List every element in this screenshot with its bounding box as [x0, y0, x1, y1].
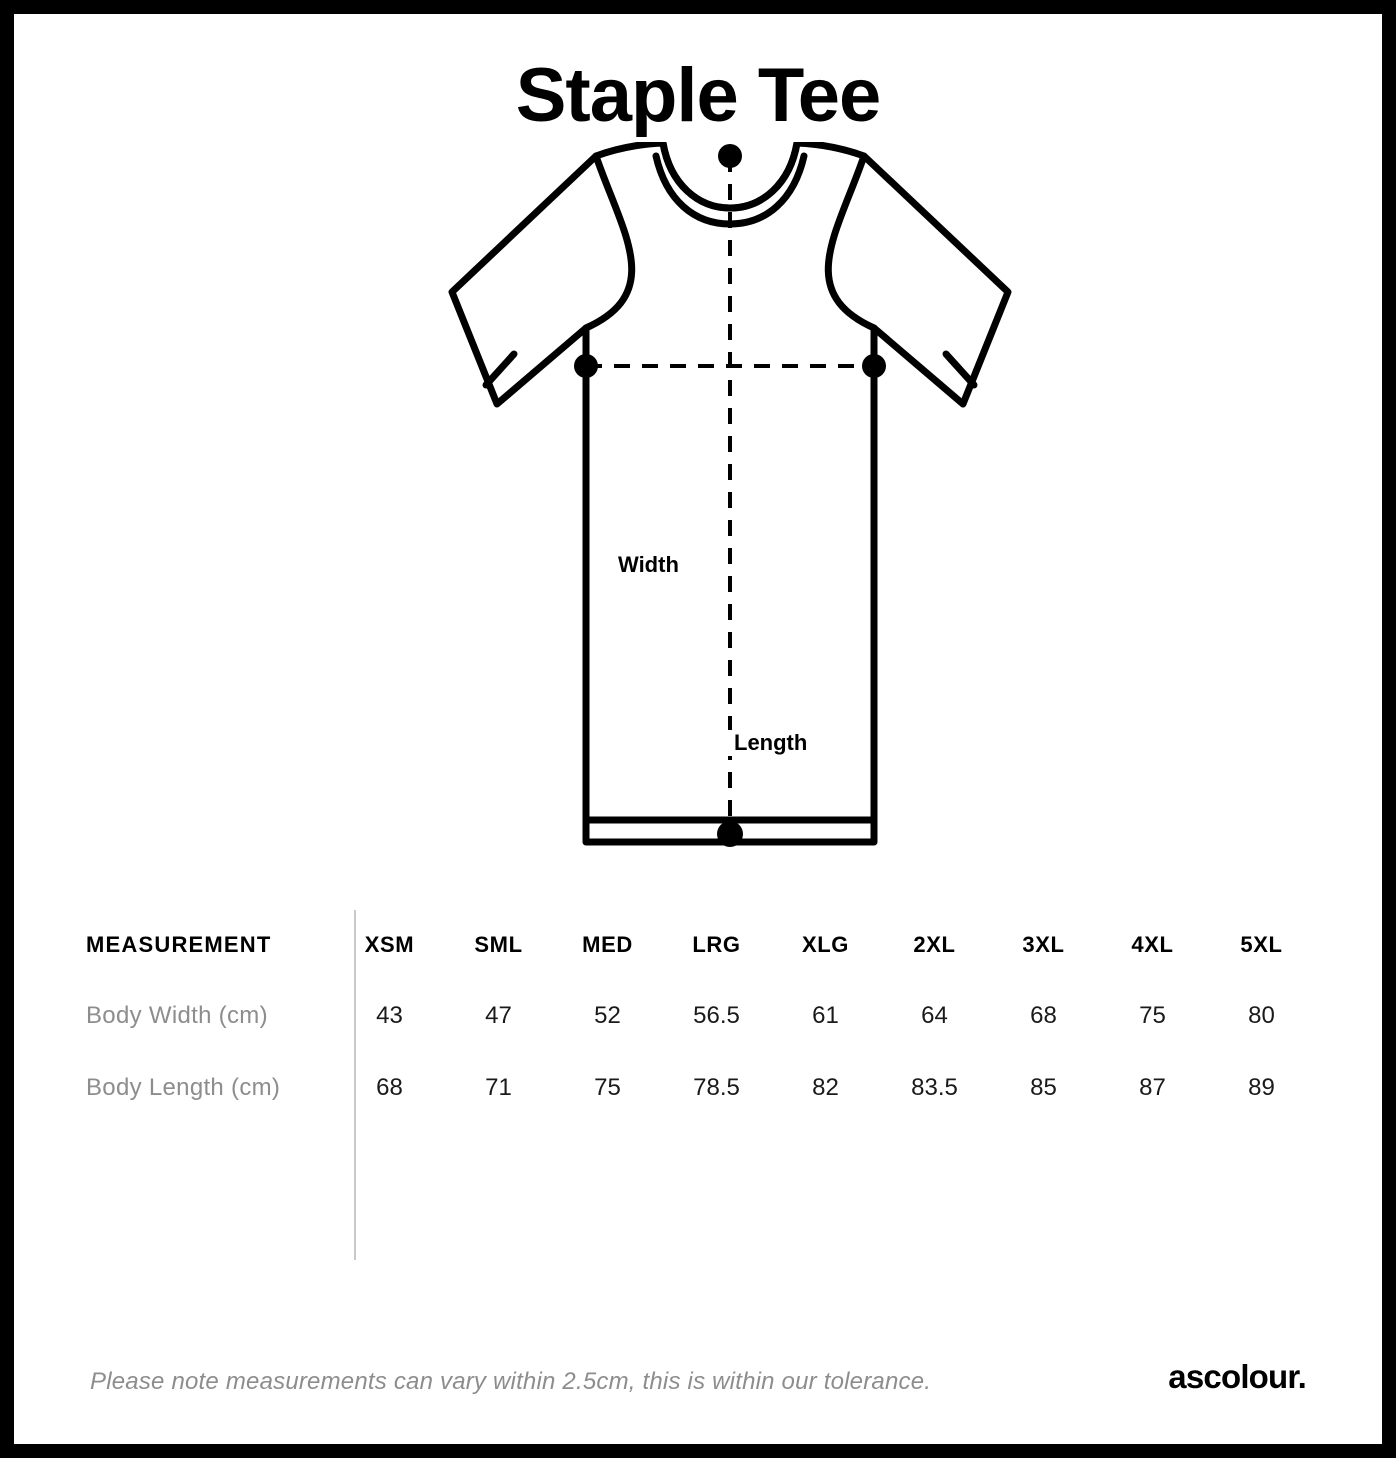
garment-diagram [14, 142, 1382, 902]
column-header-measurement: MEASUREMENT [86, 931, 272, 957]
cell-body-length-xlg: 82 [812, 1073, 839, 1101]
table-row [80, 980, 1316, 1052]
column-header-xsm: XSM [364, 931, 415, 957]
row-label-body-length: Body Length (cm) [86, 1073, 281, 1101]
table-row [80, 1052, 1316, 1124]
cell-body-length-med: 75 [594, 1073, 621, 1101]
cell-body-width-4xl: 75 [1139, 1001, 1166, 1029]
measurement-table [80, 910, 1316, 1124]
length-label: Length [726, 730, 815, 756]
brand-logo: ascolour. [1168, 1358, 1306, 1395]
cell-body-length-lrg: 78.5 [693, 1073, 740, 1101]
cell-body-length-sml: 71 [485, 1073, 512, 1101]
cell-body-length-xsm: 68 [376, 1073, 403, 1101]
cell-body-width-med: 52 [594, 1001, 621, 1029]
table-header-row [80, 910, 1316, 980]
tshirt-outline-icon [318, 142, 1078, 882]
column-header-2xl: 2XL [913, 931, 956, 957]
column-header-lrg: LRG [692, 931, 741, 957]
cell-body-width-5xl: 80 [1248, 1001, 1275, 1029]
size-chart-card [14, 14, 1382, 1444]
cell-body-length-5xl: 89 [1248, 1073, 1275, 1101]
cell-body-width-3xl: 68 [1030, 1001, 1057, 1029]
cell-body-width-xlg: 61 [812, 1001, 839, 1029]
column-header-4xl: 4XL [1131, 931, 1174, 957]
footer [14, 1358, 1382, 1396]
column-header-5xl: 5XL [1240, 931, 1283, 957]
cell-body-width-sml: 47 [485, 1001, 512, 1029]
row-label-body-width: Body Width (cm) [86, 1001, 268, 1029]
cell-body-width-lrg: 56.5 [693, 1001, 740, 1029]
column-header-med: MED [582, 931, 633, 957]
table-divider [354, 910, 356, 1260]
cell-body-length-3xl: 85 [1030, 1073, 1057, 1101]
cell-body-length-2xl: 83.5 [911, 1073, 958, 1101]
cell-body-length-4xl: 87 [1139, 1073, 1166, 1101]
tolerance-note: Please note measurements can vary within 2.5cm, this is within our tolerance. [90, 1368, 932, 1395]
measurement-table-area [14, 910, 1382, 1124]
width-label: Width [610, 552, 687, 578]
cell-body-width-xsm: 43 [376, 1001, 403, 1029]
page-title: Staple Tee [515, 53, 881, 138]
cell-body-width-2xl: 64 [921, 1001, 948, 1029]
column-header-3xl: 3XL [1022, 931, 1065, 957]
column-header-xlg: XLG [801, 931, 850, 957]
column-header-sml: SML [474, 931, 523, 957]
